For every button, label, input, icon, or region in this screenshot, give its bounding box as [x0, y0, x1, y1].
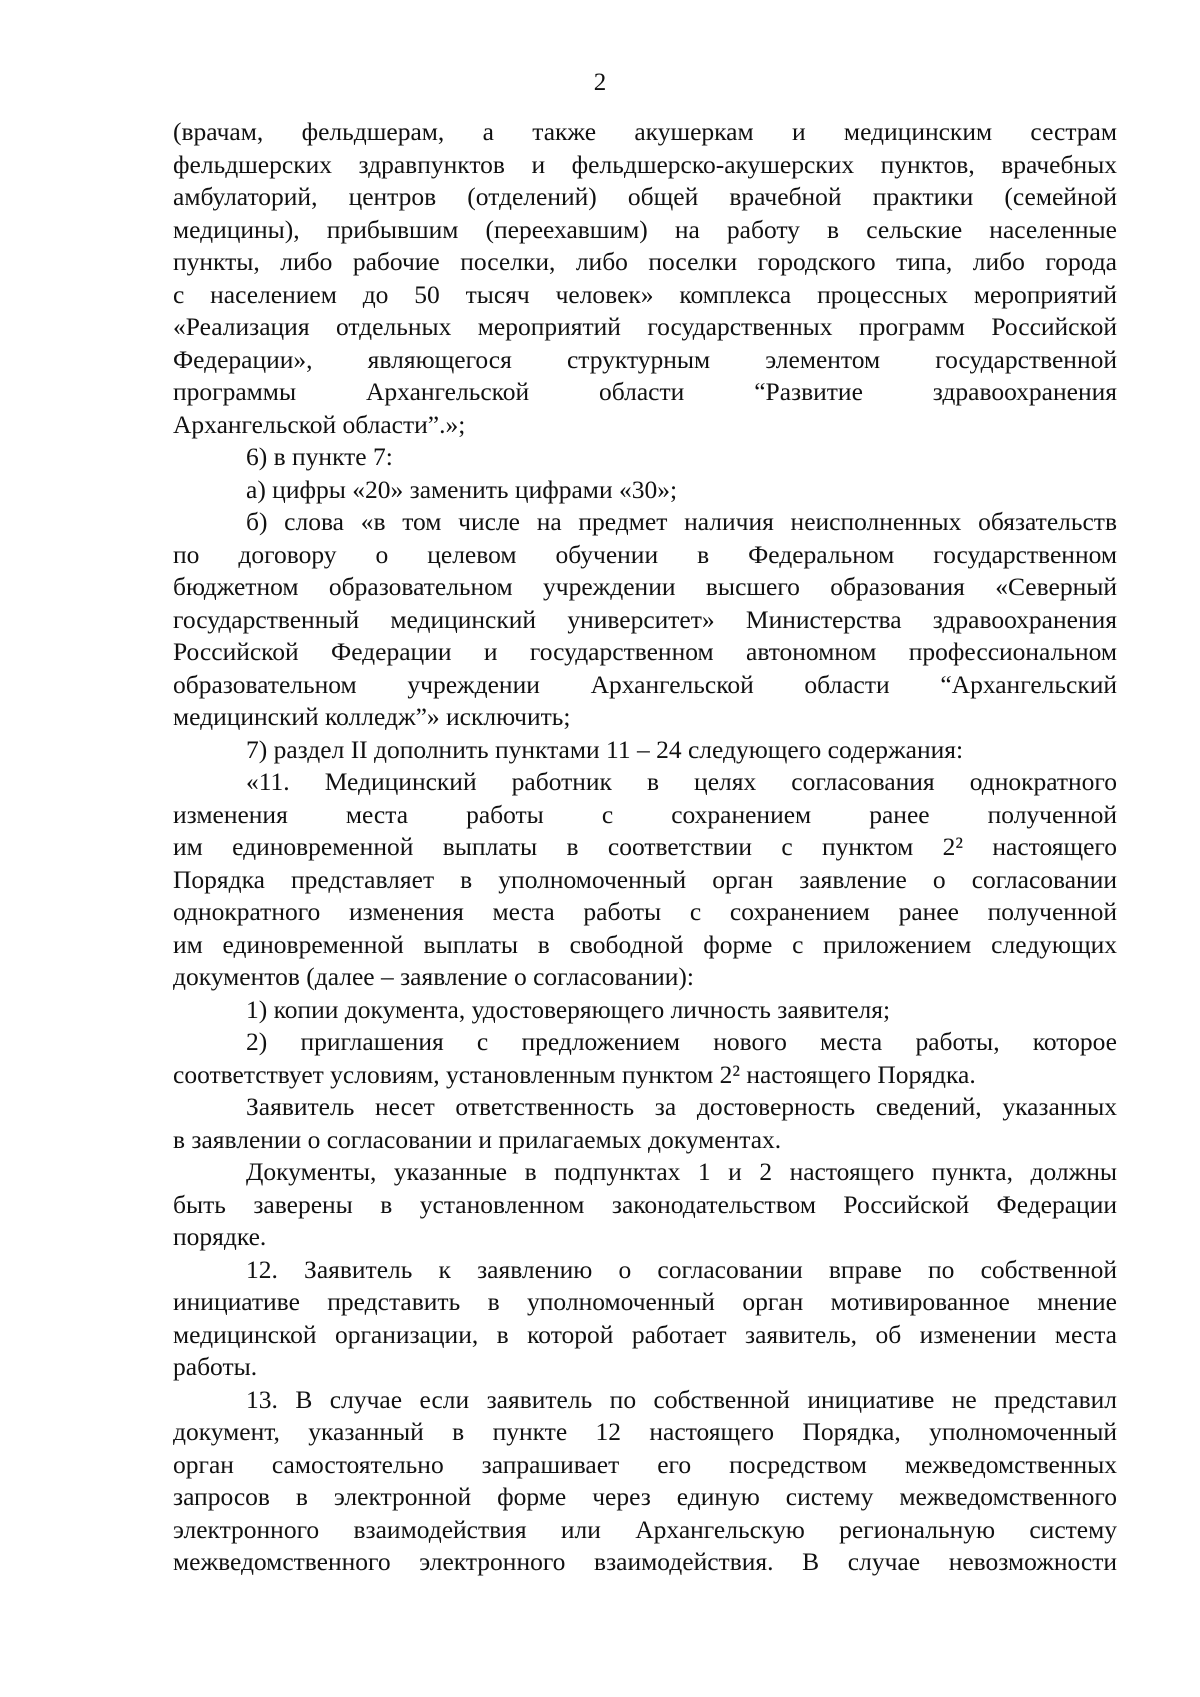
- text-line: «11. Медицинский работник в целях согласования однократного: [246, 767, 1117, 796]
- text-line: 2) приглашения с предложением нового места работы, которое: [246, 1027, 1117, 1056]
- text-line: а) цифры «20» заменить цифрами «30»;: [246, 474, 678, 504]
- text-line: фельдшерских здравпунктов и фельдшерско-акушерских пунктов, врачебных: [173, 149, 1117, 179]
- text-line: документ, указанный в пункте 12 настоящего Порядка, уполномоченный: [173, 1417, 1117, 1446]
- text-line: 13. В случае если заявитель по собственной инициативе не представил: [246, 1384, 1117, 1414]
- text-line: быть заверены в установленном законодательством Российской Федерации: [173, 1189, 1117, 1219]
- text-line: Российской Федерации и государственном автономном профессиональном: [173, 637, 1117, 666]
- text-line: образовательном учреждении Архангельской области “Архангельский: [173, 669, 1117, 699]
- text-line: Порядка представляет в уполномоченный орган заявление о согласовании: [173, 864, 1117, 894]
- text-line: с населением до 50 тысяч человек» комплекса процессных мероприятий: [173, 279, 1117, 309]
- text-line: по договору о целевом обучении в Федеральном государственном: [173, 539, 1117, 569]
- document-body: [173, 116, 1117, 1579]
- text-line: «Реализация отдельных мероприятий государственных программ Российской: [173, 312, 1117, 341]
- text-line: (врачам, фельдшерам, а также акушеркам и медицинским сестрам: [173, 117, 1117, 146]
- text-line: 12. Заявитель к заявлению о согласовании вправе по собственной: [246, 1254, 1117, 1284]
- text-line: запросов в электронной форме через единую систему межведомственного: [173, 1482, 1117, 1511]
- text-line: Заявитель несет ответственность за достоверность сведений, указанных: [246, 1092, 1117, 1121]
- text-line: изменения места работы с сохранением ранее полученной: [173, 799, 1117, 829]
- text-line: медицинский колледж”» исключить;: [173, 702, 571, 731]
- text-line: орган самостоятельно запрашивает его посредством межведомственных: [173, 1449, 1117, 1479]
- text-line: инициативе представить в уполномоченный орган мотивированное мнение: [173, 1287, 1117, 1316]
- text-line: документов (далее – заявление о согласовании):: [173, 962, 694, 991]
- text-line: работы.: [173, 1352, 258, 1381]
- text-line: межведомственного электронного взаимодействия. В случае невозможности: [173, 1547, 1117, 1576]
- text-line: медицинской организации, в которой работает заявитель, об изменении места: [173, 1319, 1117, 1349]
- text-line: государственный медицинский университет» Министерства здравоохранения: [173, 604, 1117, 634]
- text-line: бюджетном образовательном учреждении высшего образования «Северный: [173, 572, 1117, 601]
- text-line: 7) раздел II дополнить пунктами 11 – 24 следующего содержания:: [246, 734, 964, 764]
- text-line: б) слова «в том числе на предмет наличия неисполненных обязательств: [246, 507, 1117, 536]
- text-line: Архангельской области”.»;: [173, 409, 466, 439]
- text-line: соответствует условиям, установленным пунктом 2² настоящего Порядка.: [173, 1059, 976, 1089]
- text-line: им единовременной выплаты в соответствии с пунктом 2² настоящего: [173, 832, 1117, 861]
- text-line: пункты, либо рабочие поселки, либо поселки городского типа, либо города: [173, 247, 1117, 276]
- text-line: электронного взаимодействия или Архангельскую региональную систему: [173, 1514, 1117, 1544]
- text-line: Федерации», являющегося структурным элементом государственной: [173, 344, 1117, 374]
- text-line: амбулаторий, центров (отделений) общей врачебной практики (семейной: [173, 182, 1117, 211]
- text-line: однократного изменения места работы с сохранением ранее полученной: [173, 897, 1117, 926]
- text-line: программы Архангельской области “Развитие здравоохранения: [173, 377, 1117, 406]
- page-number: 2: [593, 69, 607, 96]
- text-line: медицины), прибывшим (переехавшим) на работу в сельские населенные: [173, 214, 1117, 244]
- text-line: 1) копии документа, удостоверяющего личность заявителя;: [246, 994, 891, 1024]
- text-line: в заявлении о согласовании и прилагаемых документах.: [173, 1124, 782, 1154]
- text-line: Документы, указанные в подпунктах 1 и 2 настоящего пункта, должны: [246, 1157, 1117, 1186]
- text-line: им единовременной выплаты в свободной форме с приложением следующих: [173, 929, 1117, 959]
- text-line: порядке.: [173, 1222, 267, 1251]
- document-text: [173, 116, 1117, 1579]
- text-line: 6) в пункте 7:: [246, 442, 393, 471]
